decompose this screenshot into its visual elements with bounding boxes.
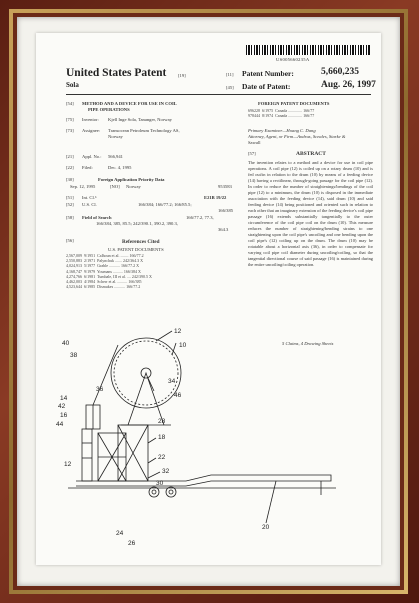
trailer-bed [186, 475, 331, 486]
leader-line [266, 481, 276, 523]
reference-row: 4,523,644 6/1985 Dismukes ........... 166/77.2 [66, 284, 141, 290]
assignee-value-line2: Norway [108, 134, 123, 139]
leader-line [156, 331, 172, 341]
appl-no-value: 566,941 [108, 154, 123, 159]
primary-examiner: Primary Examiner—Hoang C. Dang [248, 128, 316, 133]
date-of-patent: Aug. 26, 1997 [321, 80, 376, 90]
priority-number: 953583 [218, 184, 232, 189]
ref-label-22: 22 [158, 454, 166, 461]
priority-date: Sep. 12, 1995 [70, 184, 96, 189]
attorney-line1: Attorney, Agent, or Firm—Andrus, Sceales, Starke & [248, 134, 346, 139]
foreign-row: 978444 8/1974 Canada .............. 166/77 [248, 113, 315, 119]
ref-label-40: 40 [62, 340, 70, 347]
ref-label-24: 24 [116, 530, 124, 537]
tag-11: [11] [226, 72, 234, 77]
leader-line [148, 378, 154, 391]
tag-30: [30] [66, 177, 74, 182]
ref-label-14: 14 [60, 395, 68, 402]
foreign-row: 696228 6/1975 Canada .............. 166/77 [248, 108, 315, 113]
invention-title-line1: METHOD AND A DEVICE FOR USE IN COIL [82, 101, 177, 106]
ref-label-28: 28 [158, 418, 166, 425]
reference-row: 4,168,747 9/1979 Youmans .......... 166/384 X [66, 268, 141, 274]
priority-country: Norway [126, 184, 141, 189]
ref-label-36: 36 [96, 386, 104, 393]
int-cl-label: Int. Cl.⁶ [82, 195, 97, 200]
ref-label-10: 10 [179, 342, 187, 349]
leader-line [172, 343, 176, 355]
tag-51: [51] [66, 195, 74, 200]
inventor-label: Inventor: [82, 117, 99, 122]
foreign-patent-heading: FOREIGN PATENT DOCUMENTS [258, 101, 330, 106]
ref-label-30: 30 [156, 480, 164, 487]
ref-label-20: 20 [262, 524, 270, 531]
ref-label-12-bottom: 12 [64, 461, 72, 468]
references-cited-heading: References Cited [122, 239, 160, 245]
ref-label-12-top: 12 [174, 328, 182, 335]
tag-75: [75] [66, 117, 74, 122]
ref-label-46: 46 [174, 392, 182, 399]
tag-56: [56] [66, 238, 74, 243]
field-of-search-value-2: 166/384, 385, 85.5; 242/390.1, 390.2, 390.3, [96, 221, 178, 226]
tag-54: [54] [66, 101, 74, 106]
assignee-value-line1: Transocean Petroleum Technology AS, [108, 128, 180, 133]
filed-label: Filed: [82, 165, 93, 170]
patent-drawing [36, 33, 381, 565]
field-of-search-value-1: 166/77.2, 77.3, [186, 215, 214, 220]
abstract-heading: ABSTRACT [296, 151, 326, 157]
ref-label-38: 38 [70, 352, 78, 359]
tag-57: [57] [248, 151, 256, 156]
claims-and-sheets: 5 Claims, 4 Drawing Sheets [282, 341, 334, 346]
patent-number-label: Patent Number: [242, 69, 294, 78]
ref-label-16: 16 [60, 412, 68, 419]
reference-row: 4,024,913 5/1977 Grable ........... 166/77.2 X [66, 263, 140, 269]
tag-73: [73] [66, 128, 74, 133]
patent-document [36, 33, 381, 565]
leader-line [148, 438, 156, 443]
abstract-text: The invention relates to a method and a device for use in coil pipe operations. A coil pipe (12) is coiled up on a rotary drum (10) and is fed out/in in relation to the drum (10) by means of a feeding device (14) having a rectilinear, through-going passage for the coil pipe (12). In order to reduce the number of straightenings/bendings of the coil pipe (12) to a minimum, the drum (10) is disposed in the immediate association with the feeding device (14), said drum (10) and said feeding device (14) being positioned and oriented such in relation to each other that an imaginary extension of the feeding device's coil pipe passage (16) extends substantially tangentially to the outer circumference of the coil pipe coil on the drum (10). This measure reduces the number of straightening/bending strains to one straightening upon the coil pipe's uncoiling and one bending upon the coil pipe's (12) coiling up on the drum. The drum (10) may be rotatable about a horizontal axis (36), in order to compensate for varying coil pipe coil diameter during uncoiling/coiling, so that the tangential directional course of said passage (16) is maintained during the entire uncoiling/coiling operation. [248, 160, 373, 267]
reference-row: 4,274,766 6/1981 Tumbale, III et al. .... 242/390.5 X [66, 273, 152, 279]
reference-row: 2,567,009 9/1951 Calhoun et al. ........ 166/77.2 [66, 253, 144, 258]
us-cl-label: U.S. Cl. [82, 202, 97, 207]
field-of-search-label: Field of Search [82, 215, 112, 220]
wheel [166, 487, 176, 497]
priority-tag: [NO] [110, 184, 120, 189]
ref-label-26: 26 [128, 540, 136, 547]
tag-45: [45] [226, 85, 234, 90]
filed-value: Dec. 4, 1995 [108, 165, 132, 170]
patent-number: 5,660,235 [321, 67, 359, 77]
tag-19: [19] [178, 73, 186, 78]
attorney-line2: Sawall [248, 140, 261, 145]
us-cl-value-1: 166/384; 166/77.2; 166/85.5; [138, 202, 192, 207]
leader-line [148, 472, 160, 478]
us-patent-documents-heading: U.S. PATENT DOCUMENTS [108, 247, 164, 252]
tag-22: [22] [66, 165, 74, 170]
date-of-patent-label: Date of Patent: [242, 82, 291, 91]
wheel [149, 487, 159, 497]
leader-line [148, 458, 156, 463]
ref-label-18: 18 [158, 434, 166, 441]
field-of-search-value-3: 364.3 [218, 227, 229, 232]
ref-label-42: 42 [58, 403, 66, 410]
reference-row: 4,462,003 4/1984 Scherr et al. .......... 166/385 [66, 279, 142, 285]
priority-heading: Foreign Application Priority Data [98, 177, 165, 182]
tag-58: [58] [66, 215, 74, 220]
ref-label-34: 34 [168, 378, 176, 385]
tag-52: [52] [66, 202, 74, 207]
inventor-surname: Sola [66, 81, 79, 89]
wheel-hub [169, 490, 173, 494]
invention-title-line2: PIPE OPERATIONS [88, 107, 130, 112]
ref-label-44: 44 [56, 421, 64, 428]
appl-no-label: Appl. No.: [82, 154, 102, 159]
inventor-value: Kjell Inge Sola, Tananger, Norway [108, 117, 172, 122]
assignee-label: Assignee: [82, 128, 101, 133]
us-cl-value-2: 166/385 [218, 208, 234, 213]
tag-21: [21] [66, 154, 74, 159]
reference-row: 2,550,883 2/1971 Palynchuk ....... 242/364.3 X [66, 258, 144, 264]
barcode-number: US005660235A [276, 57, 310, 62]
wheel-hub [152, 490, 156, 494]
wellhead-stack [82, 429, 92, 481]
int-cl-value: E21B 19/22 [204, 195, 227, 200]
coil-pipe-run [93, 345, 118, 405]
ref-label-32: 32 [162, 468, 170, 475]
patent-country-title: United States Patent [66, 67, 167, 79]
